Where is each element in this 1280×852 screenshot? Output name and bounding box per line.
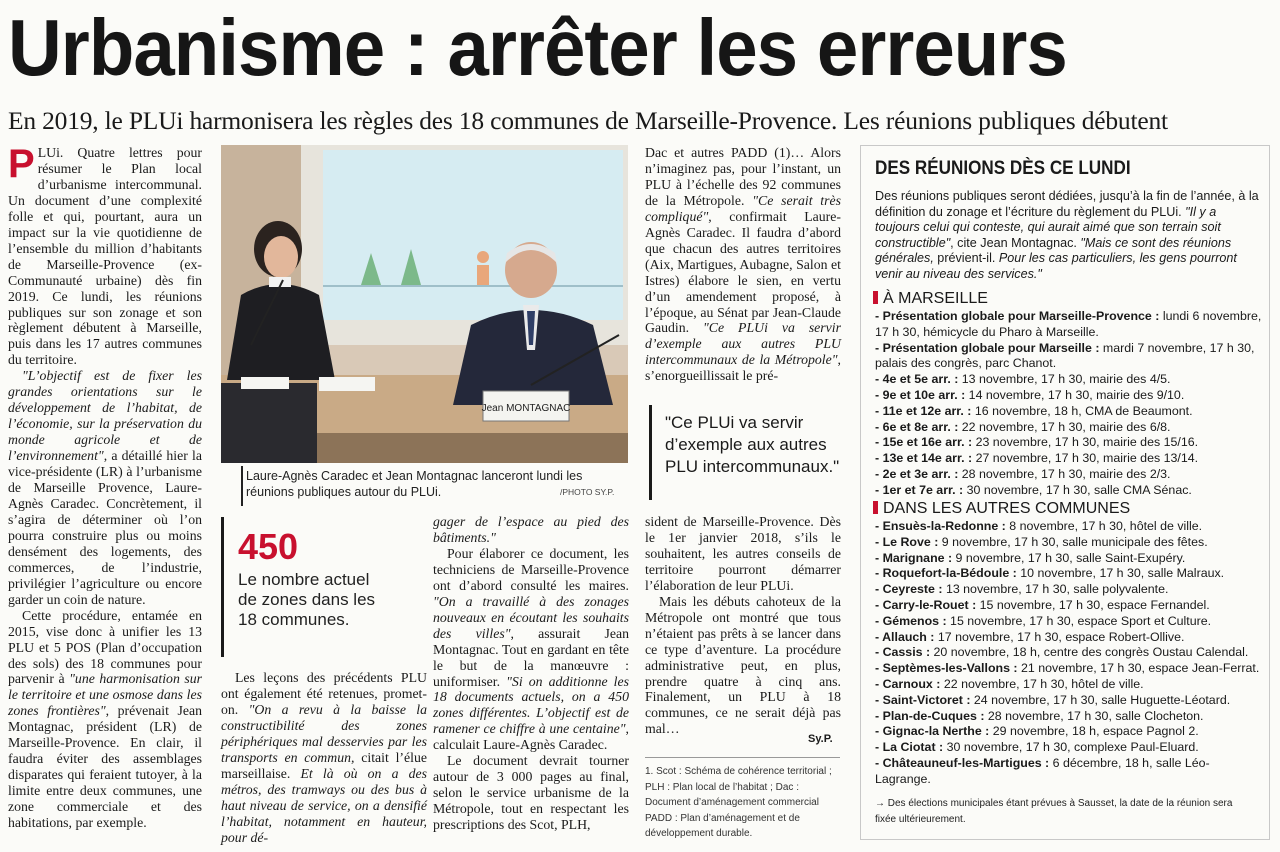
meeting-detail: 21 novembre, 17 h 30, espace Jean-Ferrat. (1017, 661, 1260, 676)
text: prévient-il. (933, 251, 999, 266)
text: Le document devrait tourner autour de 3 000 pages au final, selon le service urbanisme de la Métropole, tout en respectant les prescriptions des Scot, PLH, (433, 753, 629, 833)
meeting-item (875, 483, 1263, 499)
meeting-detail: 10 novembre, 17 h 30, salle Malraux. (1016, 566, 1225, 581)
meeting-detail: 23 novembre, 17 h 30, mairie des 15/16. (972, 435, 1199, 450)
meeting-place: - Allauch : (875, 629, 935, 644)
paragraph (645, 514, 841, 594)
marseille-meetings-list (875, 309, 1263, 499)
meeting-item (875, 740, 1263, 756)
column-2 (221, 670, 427, 845)
text: sident de Marseille-Provence. Dès le 1er janvier 2018, s’ils le souhaitent, les autres conseils de territoire pourront démarrer l’élaboration de leur PLUi. (645, 514, 841, 593)
section-heading-marseille (873, 290, 988, 308)
meeting-detail: 13 novembre, 17 h 30, salle polyvalente. (942, 582, 1169, 597)
meeting-place: - 11e et 12e arr. : (875, 403, 972, 418)
meeting-item (875, 661, 1263, 677)
meeting-place: - 2e et 3e arr. : (875, 466, 959, 481)
meeting-item (875, 388, 1263, 404)
photo-caption: Laure-Agnès Caradec et Jean Montagnac lanceront lundi les réunions publiques autour du PLUi. (246, 469, 583, 499)
meeting-place: - Gémenos : (875, 613, 947, 628)
meeting-detail: 15 novembre, 17 h 30, espace Sport et Culture. (946, 613, 1212, 628)
quote-text: "On a revu à la baisse la constructibilité des zones périphériques mal desservies par les transports en commun, (221, 701, 428, 765)
sidebar-title: DES RÉUNIONS DÈS CE LUNDI (875, 158, 1131, 179)
meeting-detail: 15 novembre, 17 h 30, espace Fernandel. (976, 597, 1210, 612)
meeting-place: - Carnoux : (875, 676, 941, 691)
quote-text: "Ce PLUi va servir d’exemple aux autres PLU intercommunaux de la Métropole" (645, 320, 842, 368)
quote-text: "On a travaillé à des zonages nouveaux en écoutant les souhaits des villes" (433, 593, 629, 641)
meeting-item (875, 535, 1263, 551)
meeting-detail: lundi 6 novembre, 17 h 30, hémicycle du Pharo à Marseille. (875, 309, 1262, 339)
meeting-detail: 6 décembre, 18 h, salle Léo-Lagrange. (875, 755, 1210, 786)
pull-quote: "Ce PLUi va servir d’exemple aux autres PLU intercommunaux." (665, 413, 840, 476)
meeting-detail: 9 novembre, 17 h 30, salle Saint-Exupéry. (952, 550, 1186, 565)
meeting-item (875, 404, 1263, 420)
quote-text: "L’objectif est de fixer les grandes orientations sur le développement de l’habitat, de l’économie, sur la préservation du monde agricole et de l’environnement" (8, 368, 202, 464)
meeting-item (875, 614, 1263, 630)
text: Mais les débuts cahoteux de la Métropole ont montré que tous n’étaient pas prêts à se lancer dans ce type d’aventure. La procédure administrative peut, en plus, prendre quatre à cinq ans. Finalement, un PLU à 18 communes, ce ne serait déjà pas mal… (645, 593, 841, 737)
column-4 (645, 145, 841, 384)
photo-credit: /PHOTO SY.P. (560, 487, 615, 497)
meeting-item (875, 709, 1263, 725)
meeting-place: - Le Rove : (875, 534, 939, 549)
meeting-place: - 4e et 5e arr. : (875, 372, 959, 387)
quote-text: Et là où on a des métros, des tramways ou des bus à haut niveau de service, on a densifié l’habitat, notamment en hauteur, pour dé- (221, 765, 428, 845)
paragraph (221, 670, 427, 845)
meeting-detail: 22 novembre, 17 h 30, mairie des 6/8. (958, 419, 1171, 434)
paragraph (645, 594, 841, 738)
meeting-place: - Carry-le-Rouet : (875, 597, 977, 612)
communes-meetings-list (875, 519, 1263, 788)
headline: Urbanisme : arrêter les erreurs (8, 3, 1067, 92)
quote-text: "Mais ce sont des réunions générales, (875, 235, 1232, 266)
column-1 (8, 142, 202, 831)
meeting-place: - 6e et 8e arr. : (875, 419, 959, 434)
paragraph (433, 753, 629, 833)
meeting-item (875, 435, 1263, 451)
paragraph (8, 608, 202, 831)
meeting-place: - 13e et 14e arr. : (875, 451, 973, 466)
meeting-place: - Septèmes-les-Vallons : (875, 661, 1018, 676)
footnote-divider (645, 757, 840, 758)
meeting-place: - Ceyreste : (875, 582, 943, 597)
paragraph (8, 142, 202, 368)
meeting-place: - La Ciotat : (875, 740, 944, 755)
meeting-place: - Cassis : (875, 645, 931, 660)
meeting-item (875, 645, 1263, 661)
text: , prévenait Jean Montagnac, président (LR) de Marseille-Provence. En clair, il faudra éviter des assemblages disparates qui feraient tutoyer, à la limite entre deux communes, une zone commerciale et des habitations, par exemple. (8, 703, 202, 831)
text: LUi. Quatre lettres pour résumer le Plan local d’urbanisme intercommunal. Un document d’une complexité folle et qui, pourtant, aura un impact sur la vie quotidienne de l’ensemble du million d’habitants de Marseille-Provence (ex-Communauté urbaine) dès fin 2019. Ce lundi, les réunions publiques sur son zonage et son règlement débutent à Marseille, puis dans les 17 autres communes du territoire. (8, 145, 202, 368)
text: , assurait Jean Montagnac. Tout en gardant en tête le but de la manœuvre : uniformiser. (433, 625, 629, 689)
caption-bar (241, 466, 243, 506)
meeting-place: - Saint-Victoret : (875, 692, 971, 707)
meeting-detail: 20 novembre, 18 h, centre des congrès Oustau Calendal. (930, 645, 1249, 660)
paragraph (433, 514, 629, 546)
meeting-detail: 14 novembre, 17 h 30, mairie des 9/10. (965, 387, 1185, 402)
meeting-item (875, 756, 1263, 788)
meeting-item (875, 630, 1263, 646)
meeting-item (875, 677, 1263, 693)
text: , a détaillé hier la vice-présidente (LR) à l’urbanisme de Marseille Provence, Laure-Agnès Caradec. Concrètement, il s’agira de déterminer où l’on pourra construire plus ou moins densément des logements, des commerces, de l’industrie, privilégier l’agriculture ou encore garder un coin de nature. (8, 448, 202, 607)
text: , confirmait Laure-Agnès Caradec. Il faudra d’abord que chacun des autres territoires (Aix, Martigues, Aubagne, Salon et Istres) élabore le sien, en vertu d’un amendement proposé, à l’époque, au Sénat par Jean-Claude Gaudin. (645, 208, 841, 336)
meeting-item (875, 467, 1263, 483)
sidebar-intro (875, 189, 1260, 283)
meeting-item (875, 341, 1263, 373)
meeting-item (875, 372, 1263, 388)
meeting-detail: 22 novembre, 17 h 30, hôtel de ville. (940, 676, 1144, 691)
quote-text: "Il y a toujours celui qui conteste, qui aurait aimé que son terrain soit constructible" (875, 204, 1221, 250)
meeting-place: - Marignane : (875, 550, 953, 565)
meeting-place: - 9e et 10e arr. : (875, 387, 966, 402)
meeting-detail: 8 novembre, 17 h 30, hôtel de ville. (1005, 519, 1203, 533)
meeting-place: - Plan-de-Cuques : (875, 708, 985, 723)
quote-text: "Si on additionne les 18 documents actuels, on a 450 zones différentes. L’objectif est de ramener ce chiffre à une centaine" (433, 673, 629, 737)
meeting-place: - Ensuès-la-Redonne : (875, 519, 1006, 533)
meeting-detail: 30 novembre, 17 h 30, salle CMA Sénac. (963, 482, 1192, 497)
meeting-detail: 9 novembre, 17 h 30, salle municipale des fêtes. (938, 534, 1208, 549)
meeting-place: - Roquefort-la-Bédoule : (875, 566, 1017, 581)
text: Cette procédure, entamée en 2015, vise donc à unifier les 13 PLU et 5 POS (Plan d’occupation des sols) des 18 communes pour parvenir à (8, 607, 202, 687)
text: , calculait Laure-Agnès Caradec. (433, 721, 629, 753)
footnote: 1. Scot : Schéma de cohérence territorial ; PLH : Plan local de l’habitat ; Dac : Document d’aménagement commercial PADD : Plan d’aménagement et de développement durable. (645, 766, 832, 840)
meeting-item (875, 724, 1263, 740)
nameplate: Jean MONTAGNAC (481, 403, 571, 414)
text: Pour élaborer ce document, les techniciens de Marseille-Provence ont d’abord consulté les maires. (433, 545, 629, 593)
meeting-detail: 29 novembre, 18 h, espace Pagnol 2. (989, 724, 1199, 739)
meeting-item (875, 598, 1263, 614)
paragraph (433, 546, 629, 753)
press-photo (221, 145, 628, 463)
section-heading-communes (873, 500, 1130, 518)
text: Des réunions publiques seront dédiées, jusqu’à la fin de l’année, à la définition du zonage et l’écriture du règlement du PLUi. (875, 189, 1259, 219)
paragraph (8, 368, 202, 607)
meeting-detail: 27 novembre, 17 h 30, mairie des 13/14. (972, 451, 1199, 466)
meeting-item (875, 582, 1263, 598)
meeting-place: - Gignac-la Nerthe : (875, 724, 990, 739)
column-3 (433, 514, 629, 833)
meeting-place: - 15e et 16e arr. : (875, 435, 973, 450)
meeting-item (875, 551, 1263, 567)
meeting-item (875, 420, 1263, 436)
text: , cite Jean Montagnac. (950, 235, 1081, 250)
meeting-place: - Présentation globale pour Marseille : (875, 340, 1100, 355)
meeting-detail: 28 novembre, 17 h 30, salle Clocheton. (984, 708, 1204, 723)
meeting-item (875, 519, 1263, 535)
quote-text: "Ce serait très compliqué" (645, 192, 842, 224)
text: À MARSEILLE (883, 290, 988, 307)
stat-text: Le nombre actuel de zones dans les 18 communes. (238, 570, 376, 629)
meeting-detail: 13 novembre, 17 h 30, mairie des 4/5. (958, 372, 1171, 387)
quote-text: Pour les cas particuliers, les gens pourront venir au niveau des services." (875, 251, 1237, 281)
text: , s’enorgueillissait le pré- (645, 352, 841, 384)
text: Dac et autres PADD (1)… Alors n’imaginez pas, pour l’instant, un PLU à l’échelle des 92 communes de la Métropole. (645, 145, 841, 208)
meeting-place: - Châteauneuf-les-Martigues : (875, 755, 1050, 770)
sidebar-note: → Des élections municipales étant prévues à Sausset, la date de la réunion sera fixée ultérieurement. (875, 798, 1233, 825)
photo-illustration (221, 145, 628, 463)
paragraph (645, 145, 841, 384)
meeting-item (875, 693, 1263, 709)
column-4-continued (645, 514, 841, 737)
meeting-item (875, 566, 1263, 582)
quote-text: gager de l’espace au pied des bâtiments." (433, 514, 629, 545)
meeting-detail: 16 novembre, 18 h, CMA de Beaumont. (971, 403, 1193, 418)
meeting-place: - 1er et 7e arr. : (875, 482, 964, 497)
author-signature: Sy.P. (808, 733, 833, 745)
meeting-detail: mardi 7 novembre, 17 h 30, palais des congrès, parc Chanot. (875, 340, 1255, 371)
section-marker (873, 291, 878, 304)
meeting-place: - Présentation globale pour Marseille-Provence : (875, 309, 1160, 323)
drop-cap: P (8, 142, 35, 186)
text: DANS LES AUTRES COMMUNES (883, 500, 1131, 517)
section-marker (873, 501, 878, 514)
meeting-item (875, 451, 1263, 467)
meeting-detail: 24 novembre, 17 h 30, salle Huguette-Léotard. (970, 692, 1231, 707)
subhead: En 2019, le PLUi harmonisera les règles des 18 communes de Marseille-Provence. Les réunions publiques débutent (8, 106, 1168, 135)
meeting-detail: 17 novembre, 17 h 30, espace Robert-Ollive. (934, 629, 1185, 644)
stat-number: 450 (238, 526, 299, 567)
text: citait l’élue marseillaise. (221, 749, 427, 781)
meeting-item (875, 309, 1263, 341)
quote-text: "une harmonisation sur le territoire et une osmose dans les zones frontières" (8, 671, 202, 719)
meeting-detail: 28 novembre, 17 h 30, mairie des 2/3. (958, 466, 1171, 481)
text: Les leçons des précédents PLU ont également été retenues, promet-on. (221, 670, 427, 717)
meeting-detail: 30 novembre, 17 h 30, complexe Paul-Eluard. (943, 740, 1199, 755)
